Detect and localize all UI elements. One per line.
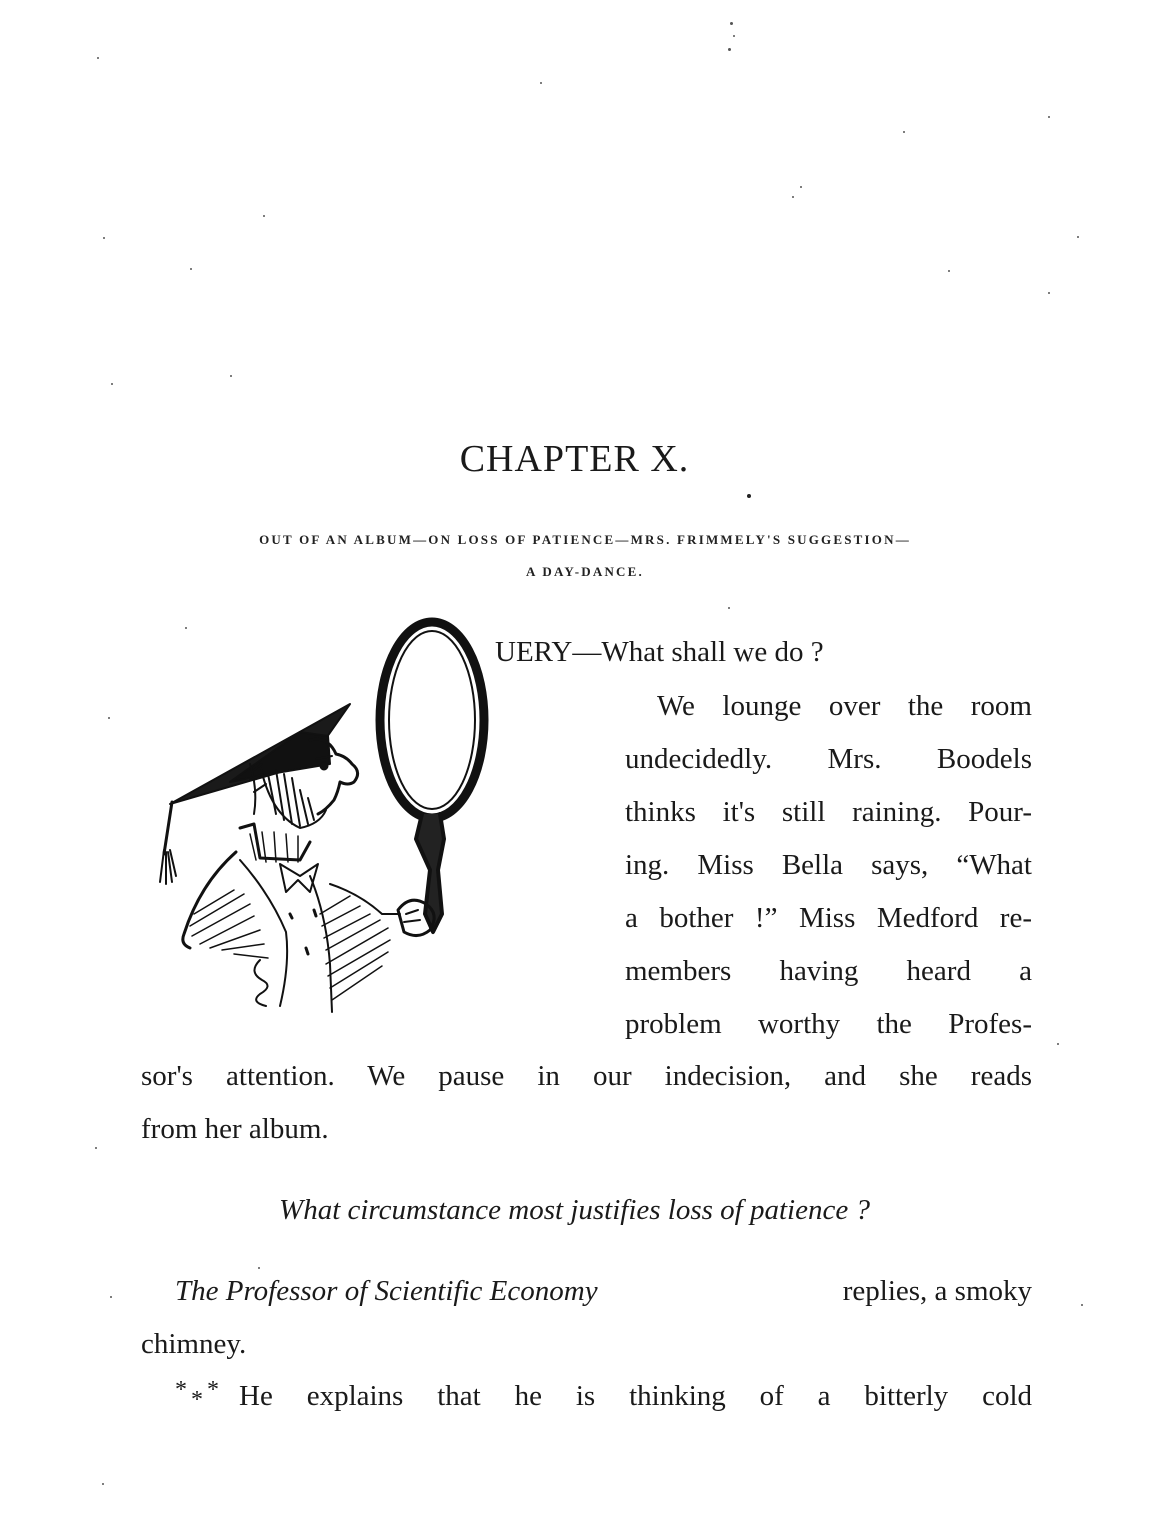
wrap-line-3: thinks it's still raining. Pour- <box>625 796 1032 828</box>
reply-rest: replies, a smoky <box>842 1275 1032 1307</box>
wrap-line-7: problem worthy the Profes- <box>625 1008 1032 1040</box>
opening-line: UERY—What shall we do ? <box>495 636 824 668</box>
man-with-hand-mirror-drop-cap-illustration <box>150 614 500 1024</box>
full-line-2: from her album. <box>141 1113 329 1145</box>
wrap-line-4: ing. Miss Bella says, “What <box>625 849 1032 881</box>
reply-line-2: chimney. <box>141 1328 247 1360</box>
mirror-frame <box>380 622 484 818</box>
asterism-glyph: * * * <box>175 1377 219 1413</box>
chapter-summary-line-2: A DAY-DANCE. <box>526 564 644 579</box>
chapter-title: CHAPTER X. <box>459 438 690 480</box>
wrap-line-1: We lounge over the room <box>657 690 1032 722</box>
explain-line <box>175 1370 1032 1423</box>
chapter-summary <box>120 524 1050 588</box>
wrap-line-5: a bother !” Miss Medford re- <box>625 902 1032 934</box>
reply-italic: The Professor of Scientific Economy <box>175 1275 598 1307</box>
chapter-summary-line-1: OUT OF AN ALBUM—ON LOSS OF PATIENCE—MRS. FRIMMELY'S SUGGESTION— <box>259 532 911 547</box>
full-line-1: sor's attention. We pause in our indecision, and she reads <box>141 1060 1032 1092</box>
reply-line-1 <box>175 1265 1032 1318</box>
wrap-line-2: undecidedly. Mrs. Boodels <box>625 743 1032 775</box>
wrap-line-6: members having heard a <box>625 955 1032 987</box>
album-question: What circumstance most justifies loss of patience ? <box>279 1194 870 1226</box>
explain-text: He explains that he is thinking of a bitterly cold <box>239 1380 1032 1412</box>
